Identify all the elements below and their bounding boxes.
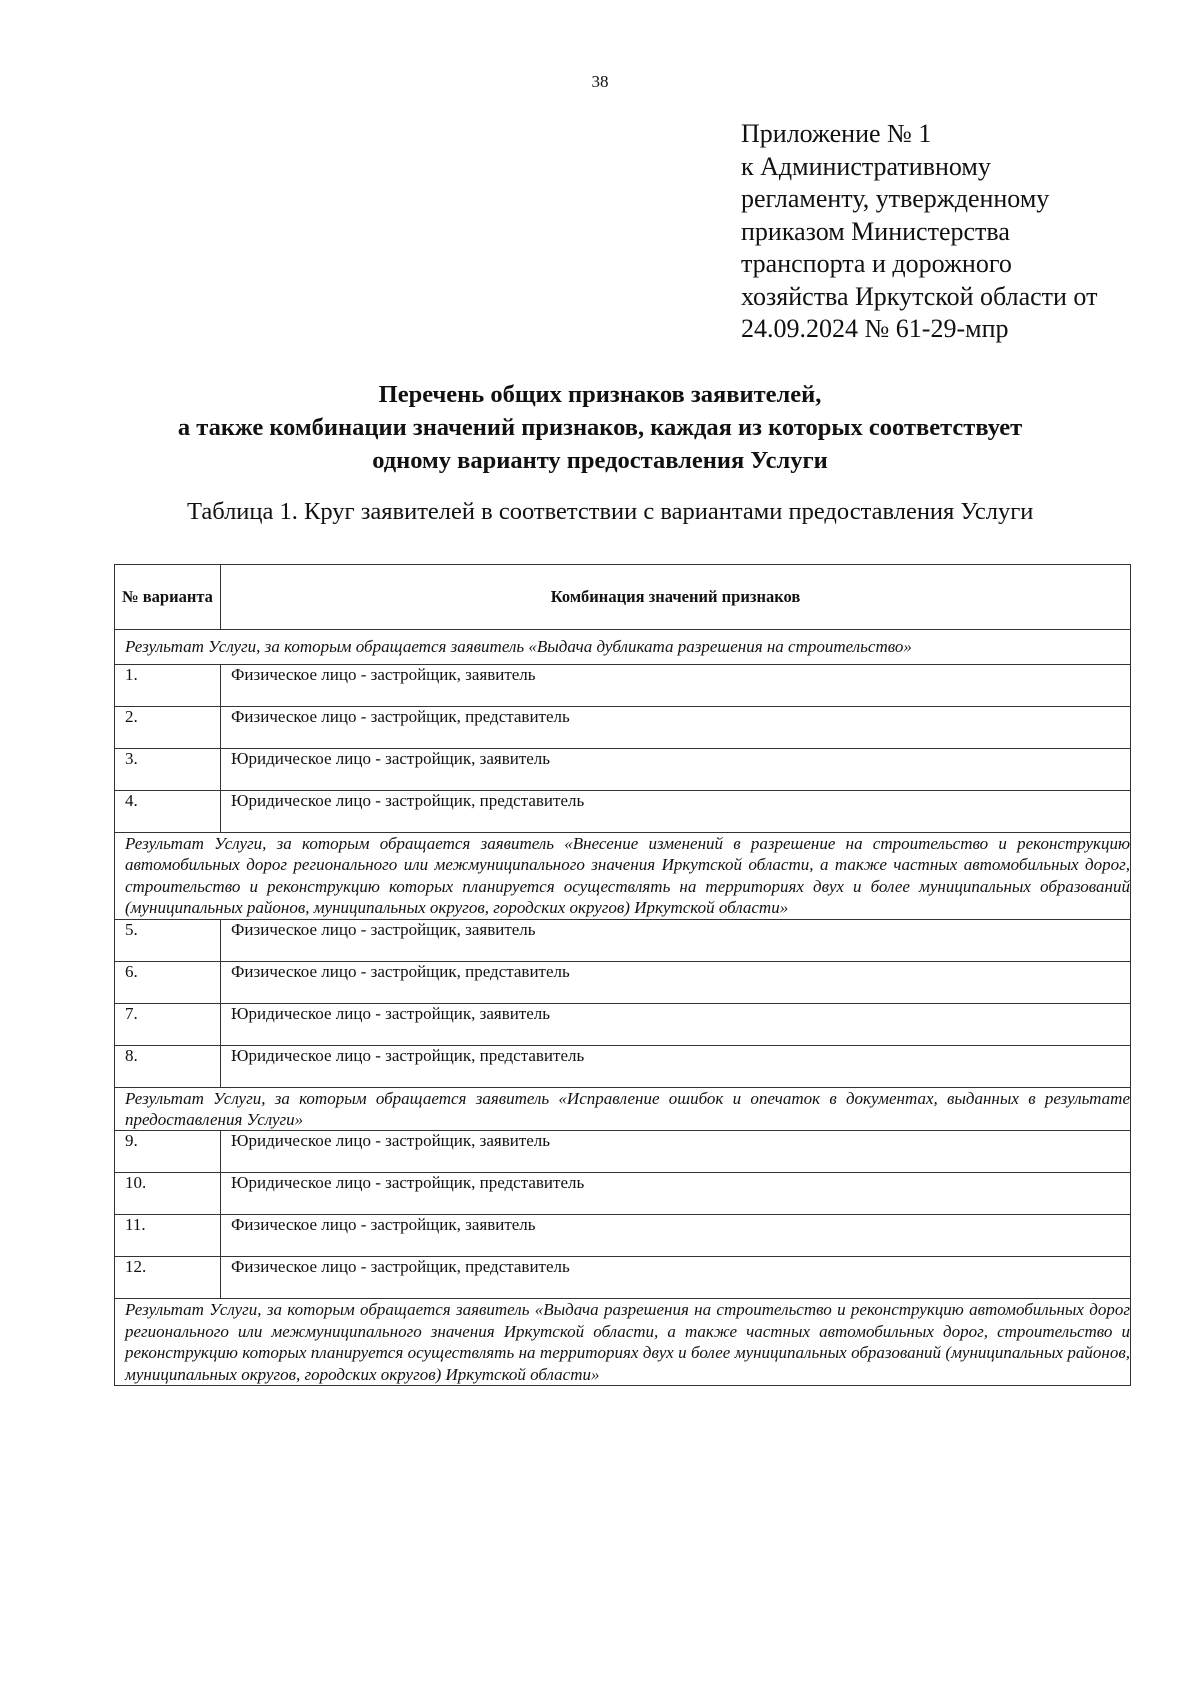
variant-number: 2.: [115, 707, 221, 749]
page-number: 38: [591, 72, 609, 91]
variant-combination: Юридическое лицо - застройщик, заявитель: [221, 1003, 1131, 1045]
variant-number: 3.: [115, 749, 221, 791]
table-caption: Таблица 1. Круг заявителей в соответствии с вариантами предоставления Услуги: [187, 498, 1034, 525]
variant-number: 1.: [115, 665, 221, 707]
appendix-line: транспорта и дорожного: [741, 249, 1012, 278]
variant-number: 8.: [115, 1045, 221, 1087]
variant-combination: Физическое лицо - застройщик, представитель: [221, 961, 1131, 1003]
variant-number: 5.: [115, 919, 221, 961]
title-line: Перечень общих признаков заявителей,: [378, 381, 822, 408]
table-row: [115, 1003, 1131, 1045]
result-group-row: [115, 1087, 1131, 1131]
appendix-line: регламенту, утвержденному: [741, 184, 1050, 213]
title-line: одному варианту предоставления Услуги: [372, 447, 828, 474]
table-row: [115, 919, 1131, 961]
table-row: [115, 1257, 1131, 1299]
table-row: [115, 961, 1131, 1003]
result-group-text: Результат Услуги, за которым обращается заявитель «Внесение изменений в разрешение на строительство и реконструкцию автомобильных дорог регионального или межмуниципального значения Иркутской области, а также частных автомобильных дорог, строительство и реконструкцию которых планируется осуществлять на территориях двух и более муниципальных образований (муниципальных районов, муниципальных округов, городских округов) Иркутской области»: [115, 833, 1131, 920]
table-row: [115, 665, 1131, 707]
appendix-line: 24.09.2024 № 61-29-мпр: [741, 314, 1009, 343]
appendix-line: приказом Министерства: [741, 216, 1010, 246]
variant-number: 12.: [115, 1257, 221, 1299]
result-group-row: [115, 833, 1131, 920]
table-row: [115, 1215, 1131, 1257]
header-variant-number: № варианта: [115, 565, 221, 630]
result-group-row: [115, 1299, 1131, 1386]
variant-combination: Физическое лицо - застройщик, заявитель: [221, 919, 1131, 961]
variant-combination: Юридическое лицо - застройщик, представитель: [221, 1045, 1131, 1087]
table-row: [115, 1173, 1131, 1215]
variant-combination: Физическое лицо - застройщик, представитель: [221, 1257, 1131, 1299]
result-group-text: Результат Услуги, за которым обращается заявитель «Выдача разрешения на строительство и реконструкцию автомобильных дорог регионального или межмуниципального значения Иркутской области, а также частных автомобильных дорог, строительство и реконструкцию которых планируется осуществлять на территориях двух и более муниципальных образований (муниципальных районов, муниципальных округов, городских округов) Иркутской области»: [115, 1299, 1131, 1386]
appendix-line: хозяйства Иркутской области от: [741, 281, 1098, 311]
variant-number: 9.: [115, 1131, 221, 1173]
table-header-row: [115, 565, 1131, 630]
title-line: а также комбинации значений признаков, каждая из которых соответствует: [177, 414, 1023, 441]
header-combination: Комбинация значений признаков: [221, 565, 1131, 630]
appendix-line: Приложение № 1: [741, 119, 932, 148]
table-row: [115, 1045, 1131, 1087]
variant-number: 11.: [115, 1215, 221, 1257]
variant-combination: Юридическое лицо - застройщик, заявитель: [221, 749, 1131, 791]
appendix-note: [741, 118, 1097, 346]
result-group-text: Результат Услуги, за которым обращается заявитель «Исправление ошибок и опечаток в документах, выданных в результате предоставления Услуги»: [115, 1087, 1131, 1131]
variant-combination: Физическое лицо - застройщик, представитель: [221, 707, 1131, 749]
applicants-table: [114, 564, 1131, 1386]
result-group-text: Результат Услуги, за которым обращается заявитель «Выдача дубликата разрешения на строительство»: [115, 630, 1131, 665]
table-row: [115, 1131, 1131, 1173]
variant-combination: Юридическое лицо - застройщик, заявитель: [221, 1131, 1131, 1173]
variant-combination: Физическое лицо - застройщик, заявитель: [221, 1215, 1131, 1257]
document-title: [0, 378, 1200, 477]
variant-number: 10.: [115, 1173, 221, 1215]
variant-number: 6.: [115, 961, 221, 1003]
variant-combination: Физическое лицо - застройщик, заявитель: [221, 665, 1131, 707]
result-group-row: [115, 630, 1131, 665]
table-row: [115, 791, 1131, 833]
table-row: [115, 707, 1131, 749]
variant-combination: Юридическое лицо - застройщик, представитель: [221, 1173, 1131, 1215]
variant-number: 4.: [115, 791, 221, 833]
table-row: [115, 749, 1131, 791]
variant-combination: Юридическое лицо - застройщик, представитель: [221, 791, 1131, 833]
appendix-line: к Административному: [741, 151, 991, 181]
variant-number: 7.: [115, 1003, 221, 1045]
